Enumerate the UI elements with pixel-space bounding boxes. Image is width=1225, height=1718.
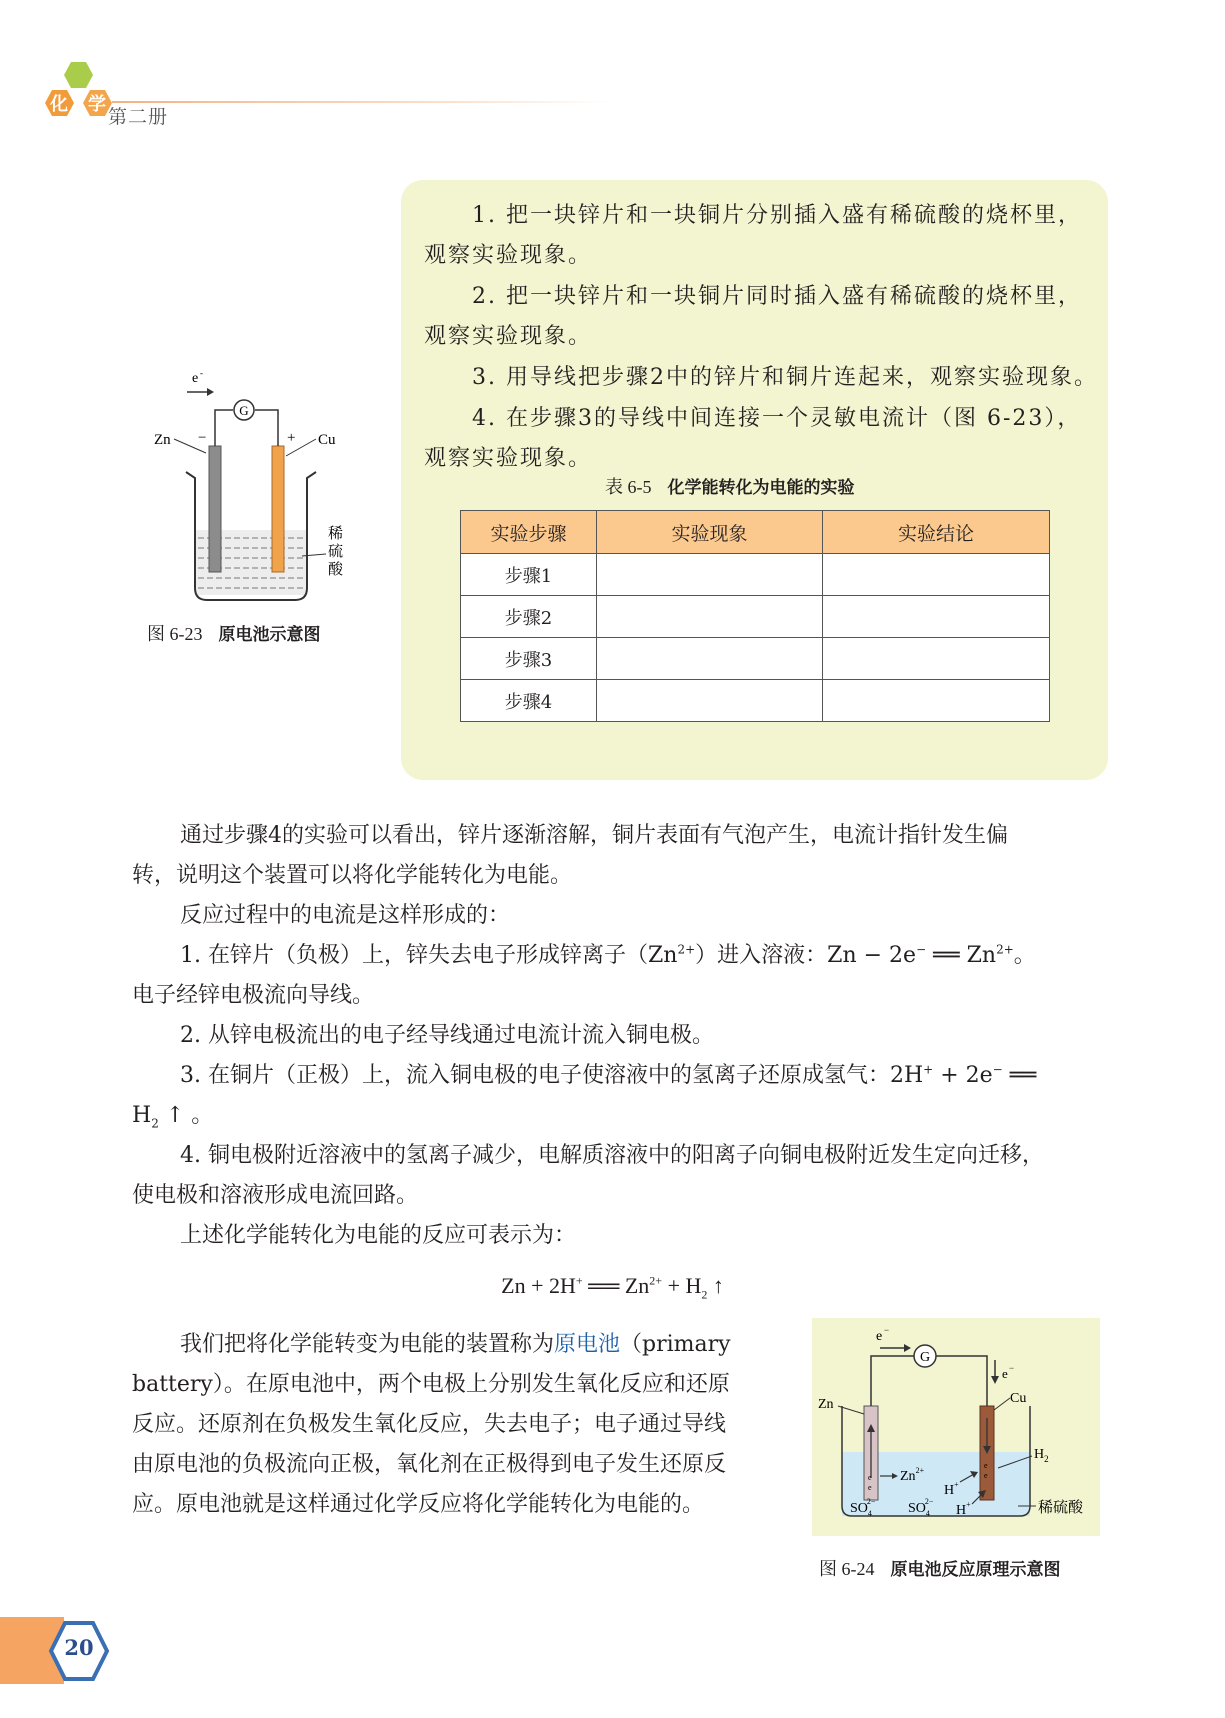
p6-line-1: 4. 铜电极附近溶液中的氢离子减少，电解质溶液中的阳离子向铜电极附近发生定向迁移，	[180, 1143, 1044, 1168]
table-caption	[605, 473, 855, 499]
wire-left	[215, 410, 233, 446]
header-step: 实验步骤	[461, 511, 597, 554]
table-caption-title: 化学能转化为电能的实验	[667, 478, 855, 498]
electron-arrowhead	[207, 388, 214, 396]
conclusion-cell	[823, 680, 1050, 722]
zn-label: Zn	[818, 1397, 834, 1412]
step-1-line-2: 观察实验现象。	[424, 243, 593, 268]
p5-line-2: $H_2$ ↑ 。	[132, 1103, 214, 1131]
table-row	[461, 596, 1050, 638]
cu-e-1: e	[984, 1461, 988, 1470]
zn-e-2: e	[868, 1483, 872, 1492]
table-row	[461, 680, 1050, 722]
figure-6-24-diagram	[812, 1318, 1100, 1536]
copper-electrode	[272, 446, 284, 572]
figure-6-24-caption	[819, 1555, 1061, 1581]
figure-6-23-title: 原电池示意图	[218, 625, 321, 645]
cu-label: Cu	[318, 432, 336, 448]
row-label: 步骤4	[461, 680, 597, 722]
p1-line-2: 转，说明这个装置可以将化学能转化为电能。	[132, 863, 573, 888]
acid-label: 稀硫酸	[1038, 1498, 1084, 1516]
experiment-table	[460, 510, 1050, 722]
galvanometer-label: G	[919, 1350, 931, 1365]
header-rule	[112, 101, 612, 103]
h-ion-label-1: H+	[944, 1480, 959, 1498]
wire-right	[255, 410, 278, 446]
sulfate-label-1: $SO_42-$	[850, 1497, 876, 1518]
electron-sup-right: −	[1009, 1363, 1015, 1373]
p8-line-5: 应。原电池就是这样通过化学反应将化学能转化为电能的。	[132, 1492, 705, 1517]
p8-line-4: 由原电池的负极流向正极，氧化剂在正极得到电子发生还原反	[132, 1452, 727, 1477]
p8-line-2: battery）。在原电池中，两个电极上分别发生氧化反应和还原	[132, 1372, 730, 1397]
electron-label: e	[192, 371, 199, 386]
electron-sup-top: −	[884, 1325, 890, 1335]
step-3: 3. 用导线把步骤2中的锌片和铜片连起来，观察实验现象。	[472, 365, 1098, 390]
figure-6-23-diagram	[140, 370, 370, 610]
acid-char-3: 酸	[328, 562, 344, 578]
electron-label-top: e	[876, 1329, 883, 1344]
p8-line-3: 反应。还原剂在负极发生氧化反应，失去电子；电子通过导线	[132, 1412, 727, 1437]
book-title: 第二册	[108, 106, 169, 128]
p3-line-1: 1. 在锌片（负极）上，锌失去电子形成锌离子$(Zn^{2+})$进入溶液：Zn − 2e− ══ $Zn^{2+}$。	[180, 942, 1036, 968]
paragraph-2: 反应过程中的电流是这样形成的：	[180, 903, 511, 928]
table-header-row	[461, 511, 1050, 554]
cu-label: Cu	[1010, 1391, 1027, 1406]
figure-6-23-number: 图 6-23	[147, 624, 203, 644]
step-1-line-1: 1. 把一块锌片和一块铜片分别插入盛有稀硫酸的烧杯里，	[472, 203, 1082, 228]
chemistry-logo	[38, 58, 118, 130]
header-conclusion: 实验结论	[823, 511, 1050, 554]
step-2-line-2: 观察实验现象。	[424, 324, 593, 349]
acid-char-1: 稀	[328, 526, 344, 542]
plus-sign: +	[287, 430, 296, 446]
acid-char-2: 硫	[328, 544, 344, 560]
page-number: 20	[64, 1635, 94, 1660]
table-row	[461, 638, 1050, 680]
figure-6-24-title: 原电池反应原理示意图	[890, 1560, 1061, 1580]
overall-equation: Zn + 2H+ ══ $Zn^{2+} + H_2$ ↑	[501, 1273, 724, 1302]
phenomenon-cell	[597, 680, 823, 722]
table-row	[461, 554, 1050, 596]
logo-char-1: 化	[50, 94, 68, 115]
row-label: 步骤1	[461, 554, 597, 596]
p8-line-1: 我们把将化学能转变为电能的装置称为原电池（primary	[180, 1332, 731, 1357]
electron-label-right: e	[1002, 1366, 1008, 1381]
h2-label: $H_2$	[1034, 1447, 1049, 1464]
term-primary-battery: 原电池	[554, 1332, 621, 1357]
galvanometer-label: G	[239, 403, 249, 418]
paragraph-4: 2. 从锌电极流出的电子经导线通过电流计流入铜电极。	[180, 1023, 714, 1048]
logo-char-2: 学	[88, 94, 106, 115]
p5-line-1: 3. 在铜片（正极）上，流入铜电极的电子使溶液中的氢离子还原成氢气：2H+ + 2e− ══	[180, 1062, 1037, 1088]
header-phenomenon: 实验现象	[597, 511, 823, 554]
p1-line-1: 通过步骤4的实验可以看出，锌片逐渐溶解，铜片表面有气泡产生，电流计指针发生偏	[180, 823, 1008, 848]
paragraph-7: 上述化学能转化为电能的反应可表示为：	[180, 1223, 577, 1248]
conclusion-cell	[823, 638, 1050, 680]
cu-e-2: e	[984, 1471, 988, 1480]
phenomenon-cell	[597, 596, 823, 638]
figure-6-24-number: 图 6-24	[819, 1559, 875, 1579]
row-label: 步骤2	[461, 596, 597, 638]
zn-label: Zn	[154, 432, 171, 448]
electron-label-sup: -	[200, 370, 203, 378]
zn-e-1: e	[868, 1473, 872, 1482]
row-label: 步骤3	[461, 638, 597, 680]
step-4-line-2: 观察实验现象。	[424, 446, 593, 471]
step-4-line-1: 4. 在步骤3的导线中间连接一个灵敏电流计（图 6-23），	[472, 406, 1082, 431]
zinc-electrode	[209, 446, 221, 572]
step-2-line-1: 2. 把一块锌片和一块铜片同时插入盛有稀硫酸的烧杯里，	[472, 284, 1082, 309]
p6-line-2: 使电极和溶液形成电流回路。	[132, 1183, 419, 1208]
figure-6-23-caption	[147, 620, 321, 646]
phenomenon-cell	[597, 638, 823, 680]
p3-line-2: 电子经锌电极流向导线。	[132, 983, 375, 1008]
conclusion-cell	[823, 596, 1050, 638]
table-caption-number: 表 6-5	[605, 477, 652, 497]
h-ion-label-2: H+	[956, 1500, 971, 1518]
sulfate-label-2: $SO_42-$	[908, 1497, 934, 1518]
phenomenon-cell	[597, 554, 823, 596]
zn-ion-label: $Zn^{2+}$	[900, 1466, 925, 1484]
paragraph-8	[132, 1325, 792, 1525]
paragraph-1	[132, 816, 1107, 1256]
conclusion-cell	[823, 554, 1050, 596]
minus-sign: −	[198, 430, 207, 446]
